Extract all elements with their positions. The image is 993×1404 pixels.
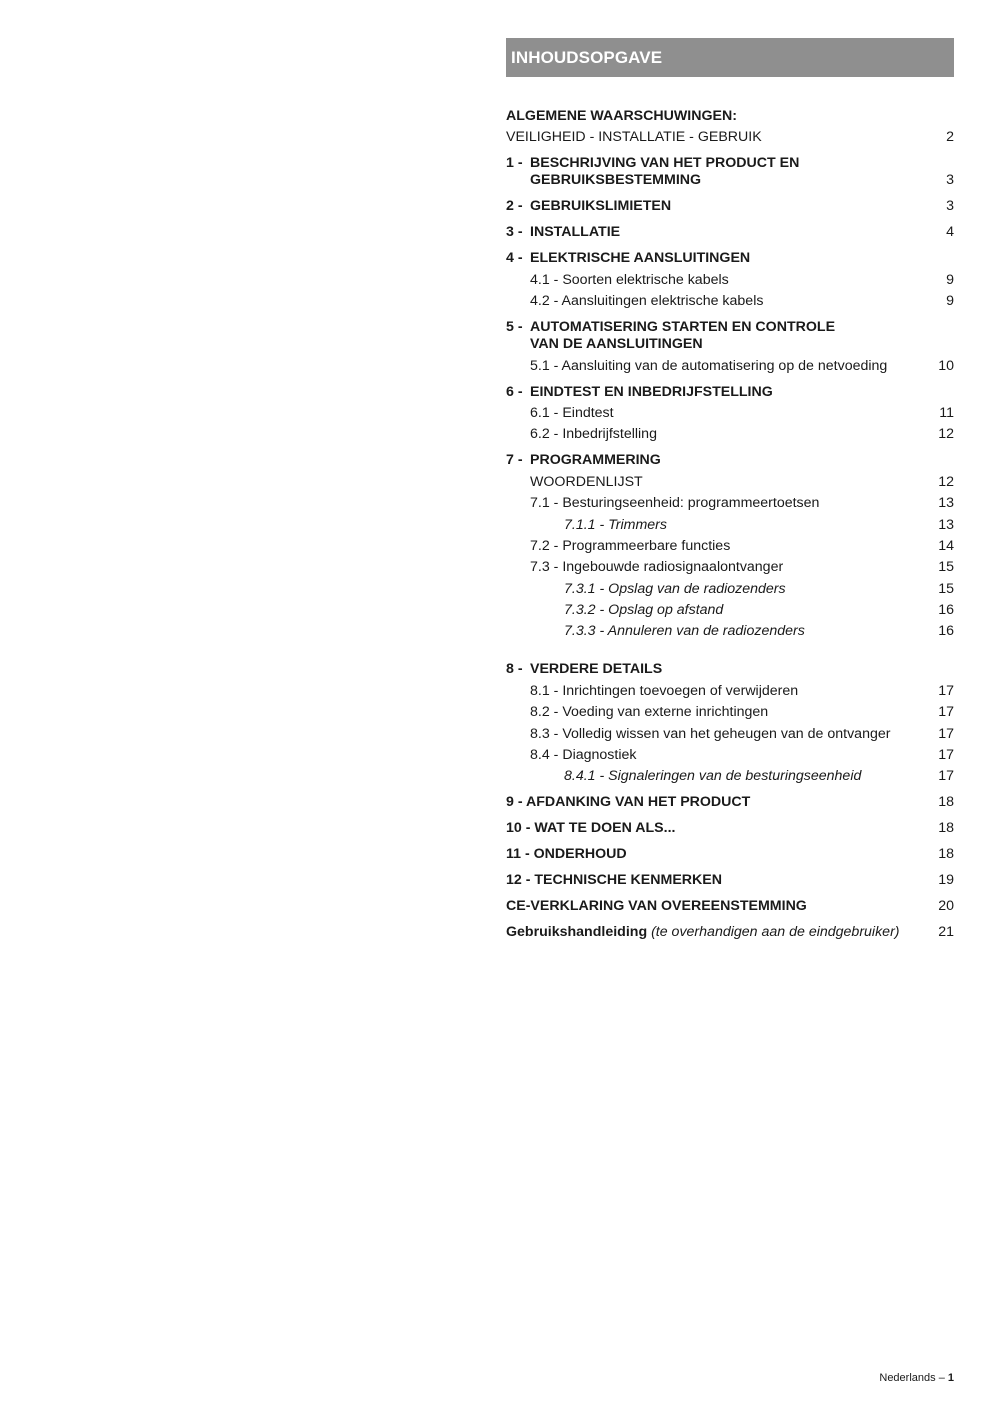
toc-section-title: 10 - WAT TE DOEN ALS...	[506, 820, 676, 837]
toc-section-title: 9 - AFDANKING VAN HET PRODUCT	[506, 794, 751, 811]
toc-page-number: 18	[938, 794, 954, 811]
toc-entry-section-8[interactable]	[506, 661, 954, 678]
toc-page-number: 16	[938, 623, 954, 640]
toc-page-number: 2	[946, 129, 954, 146]
toc-entry-section-11[interactable]	[506, 846, 954, 863]
toc-entry-8-1[interactable]	[506, 683, 954, 700]
toc-entry-4-1[interactable]	[506, 272, 954, 289]
toc-entry-7-1[interactable]	[506, 495, 954, 512]
toc-entry-label: 7.3 - Ingebouwde radiosignaalontvanger	[530, 559, 784, 576]
toc-page-number: 15	[938, 559, 954, 576]
toc-entry-8-4-1[interactable]	[506, 768, 954, 785]
toc-page-number: 17	[938, 704, 954, 721]
toc-section-title: GEBRUIKSBESTEMMING	[530, 172, 702, 189]
toc-entry-section-6[interactable]	[506, 384, 954, 401]
toc-page-number: 13	[938, 516, 954, 533]
toc-page-number: 14	[938, 537, 954, 554]
toc-entry-label: 7.3.2 - Opslag op afstand	[564, 602, 724, 619]
toc-entry-label: 8.4.1 - Signaleringen van de besturingseenheid	[564, 768, 862, 785]
toc-entry-label: ALGEMENE WAARSCHUWINGEN:	[506, 108, 737, 124]
toc-entry-section-4[interactable]	[506, 250, 954, 267]
toc-entry-4-2[interactable]	[506, 293, 954, 310]
toc-section-number: 3 -	[506, 224, 523, 241]
toc-entry-label: 8.4 - Diagnostiek	[530, 747, 637, 764]
toc-page-number: 19	[938, 872, 954, 889]
toc-page-number: 17	[938, 725, 954, 742]
toc-entry-section-12[interactable]	[506, 872, 954, 889]
toc-section-title: VERDERE DETAILS	[530, 661, 663, 678]
toc-entry-label: 7.1.1 - Trimmers	[564, 516, 667, 533]
toc-section-title: GEBRUIKSLIMIETEN	[530, 198, 672, 215]
toc-page-number: 12	[938, 473, 954, 490]
toc-page-number: 9	[946, 271, 954, 288]
toc-page-number: 12	[938, 426, 954, 443]
toc-entry-label: 8.3 - Volledig wissen van het geheugen van de ontvanger	[530, 725, 891, 742]
toc-page-number: 17	[938, 768, 954, 785]
toc-section-title: AUTOMATISERING STARTEN EN CONTROLE	[530, 319, 836, 336]
page-title: INHOUDSOPGAVE	[511, 47, 663, 67]
toc-section-title: 11 - ONDERHOUD	[506, 846, 627, 863]
toc-section-number: 5 -	[506, 319, 523, 336]
toc-section-number: 4 -	[506, 250, 523, 267]
toc-entry-label: 6.1 - Eindtest	[530, 404, 614, 421]
table-of-contents	[506, 108, 954, 946]
toc-entry-7-3-3[interactable]	[506, 623, 954, 640]
toc-section-title: Gebruikshandleiding	[506, 924, 648, 941]
toc-entry-6-2[interactable]	[506, 426, 954, 443]
toc-entry-section-1[interactable]	[506, 155, 954, 189]
toc-header-bar	[506, 38, 954, 77]
toc-page-number: 4	[946, 224, 954, 241]
toc-entry-label: 7.3.1 - Opslag van de radiozenders	[564, 580, 786, 597]
toc-section-title: CE-VERKLARING VAN OVEREENSTEMMING	[506, 898, 807, 915]
toc-page-number: 9	[946, 293, 954, 310]
toc-entry-8-4[interactable]	[506, 747, 954, 764]
toc-entry-general-heading[interactable]	[506, 108, 954, 125]
toc-page-number: 17	[938, 682, 954, 699]
toc-entry-section-2[interactable]	[506, 198, 954, 215]
page-footer	[879, 1372, 954, 1384]
toc-entry-8-3[interactable]	[506, 726, 954, 743]
toc-page-number: 20	[938, 898, 954, 915]
toc-section-title: VAN DE AANSLUITINGEN	[530, 336, 703, 353]
toc-entry-general[interactable]	[506, 129, 954, 146]
toc-section-note: (te overhandigen aan de eindgebruiker)	[651, 924, 900, 941]
toc-page-number: 3	[946, 172, 954, 189]
toc-section-number: 6 -	[506, 383, 523, 400]
toc-section-title: INSTALLATIE	[530, 224, 621, 241]
footer-page-number: 1	[947, 1372, 954, 1384]
toc-entry-label: 7.1 - Besturingseenheid: programmeertoetsen	[530, 495, 820, 512]
toc-entry-label: 6.2 - Inbedrijfstelling	[530, 426, 657, 443]
toc-entry-8-2[interactable]	[506, 704, 954, 721]
toc-section-title: PROGRAMMERING	[530, 452, 661, 469]
toc-entry-section-7[interactable]	[506, 452, 954, 469]
toc-entry-7-3-1[interactable]	[506, 581, 954, 598]
toc-entry-section-9[interactable]	[506, 794, 954, 811]
toc-entry-label: 7.3.3 - Annuleren van de radiozenders	[564, 623, 805, 640]
toc-entry-label: 8.2 - Voeding van externe inrichtingen	[530, 704, 769, 721]
toc-entry-section-10[interactable]	[506, 820, 954, 837]
toc-entry-user-manual[interactable]	[506, 924, 954, 941]
toc-section-number: 7 -	[506, 452, 523, 469]
toc-section-title: 12 - TECHNISCHE KENMERKEN	[506, 872, 722, 889]
toc-entry-7-1-1[interactable]	[506, 517, 954, 534]
toc-entry-section-3[interactable]	[506, 224, 954, 241]
toc-section-title: BESCHRIJVING VAN HET PRODUCT EN	[530, 155, 800, 172]
toc-entry-ce-declaration[interactable]	[506, 898, 954, 915]
toc-entry-7-2[interactable]	[506, 538, 954, 555]
toc-page-number: 3	[946, 198, 954, 215]
toc-section-number: 8 -	[506, 661, 523, 678]
toc-entry-label: VEILIGHEID - INSTALLATIE - GEBRUIK	[506, 129, 762, 146]
toc-page-number: 10	[938, 357, 954, 374]
toc-page-number: 21	[938, 924, 954, 941]
toc-entry-section-5[interactable]	[506, 319, 954, 353]
toc-page-number: 18	[938, 846, 954, 863]
toc-section-title: EINDTEST EN INBEDRIJFSTELLING	[530, 383, 773, 400]
toc-entry-label: 4.1 - Soorten elektrische kabels	[530, 271, 729, 288]
toc-page-number: 11	[939, 404, 954, 421]
toc-entry-7-3[interactable]	[506, 559, 954, 576]
toc-section-number: 1 -	[506, 155, 523, 172]
toc-page-number: 13	[938, 495, 954, 512]
toc-entry-label: 8.1 - Inrichtingen toevoegen of verwijderen	[530, 682, 799, 699]
toc-entry-label: 5.1 - Aansluiting van de automatisering op de netvoeding	[530, 357, 888, 374]
toc-page-number: 16	[938, 602, 954, 619]
toc-entry-label: 7.2 - Programmeerbare functies	[530, 537, 731, 554]
toc-page-number: 17	[938, 747, 954, 764]
toc-entry-label: WOORDENLIJST	[530, 473, 643, 490]
toc-section-title: ELEKTRISCHE AANSLUITINGEN	[530, 250, 751, 267]
toc-entry-5-1[interactable]	[506, 358, 954, 375]
toc-page-number: 15	[938, 580, 954, 597]
toc-page-number: 18	[938, 820, 954, 837]
toc-entry-glossary[interactable]	[506, 474, 954, 491]
footer-language: Nederlands –	[879, 1372, 945, 1384]
toc-entry-6-1[interactable]	[506, 405, 954, 422]
toc-section-number: 2 -	[506, 198, 523, 215]
toc-entry-7-3-2[interactable]	[506, 602, 954, 619]
toc-entry-label: 4.2 - Aansluitingen elektrische kabels	[530, 293, 764, 310]
